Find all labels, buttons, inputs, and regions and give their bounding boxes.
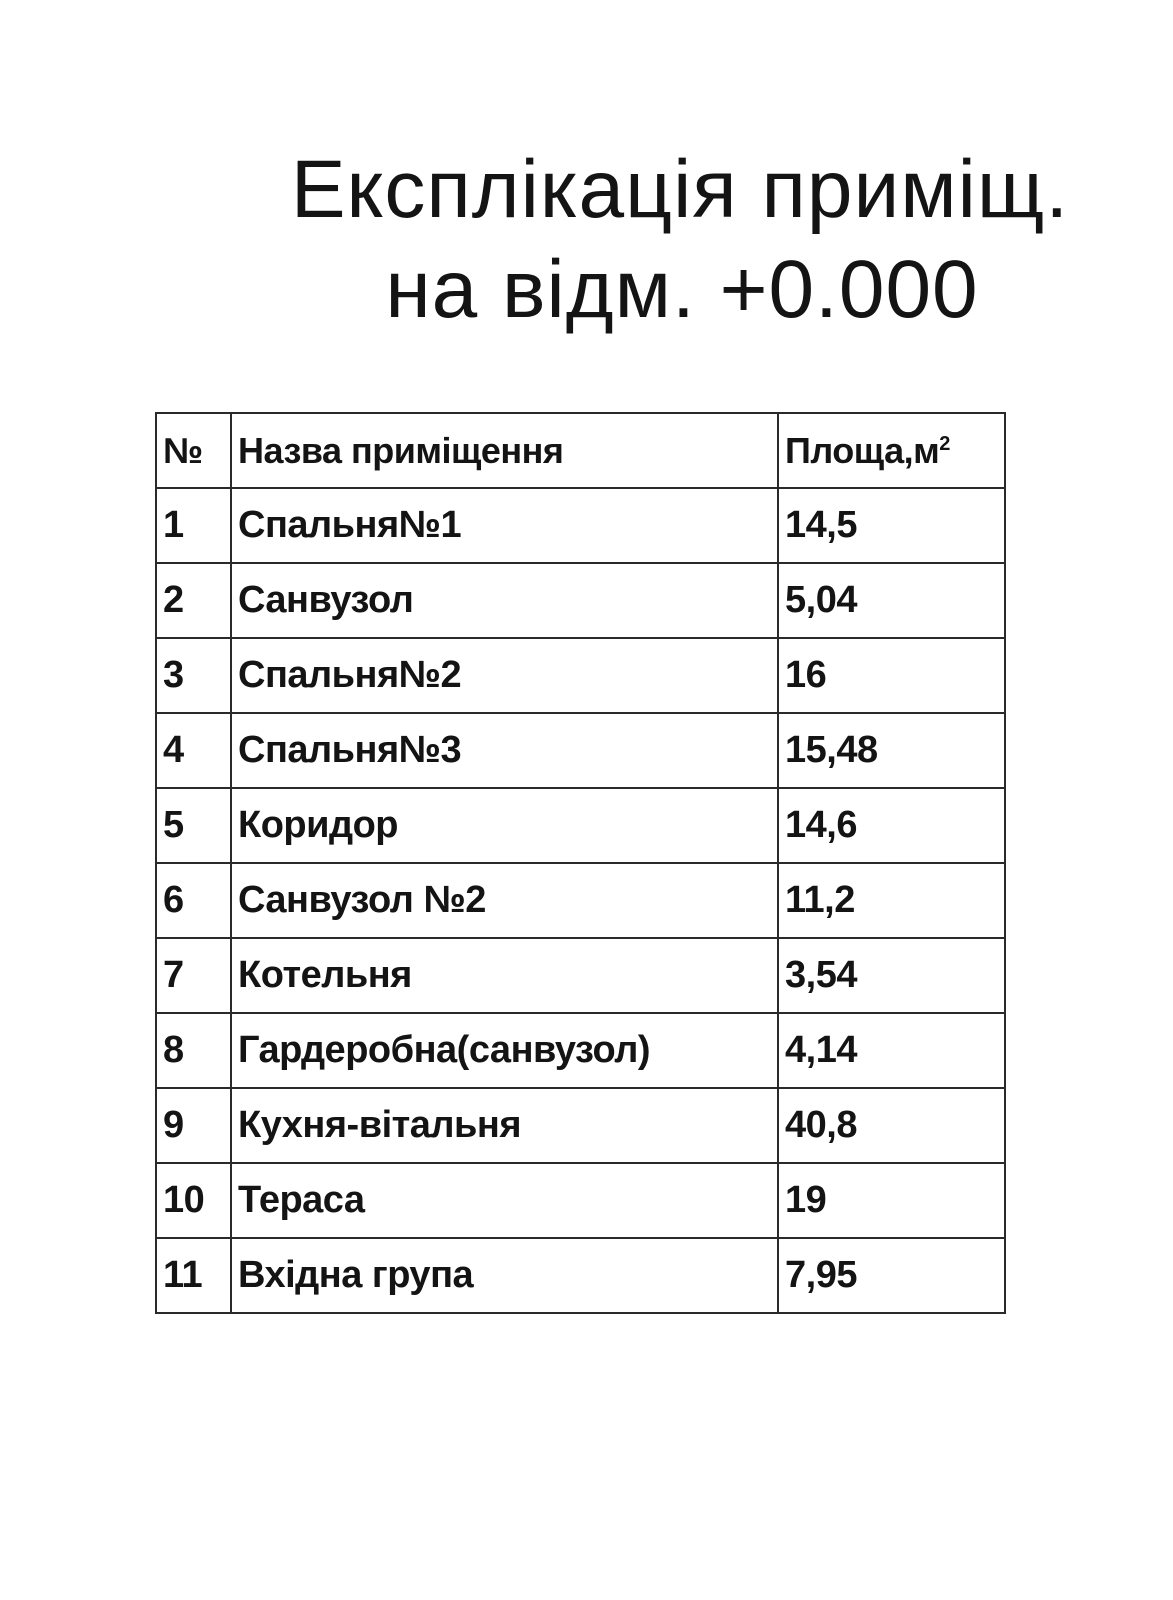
row-name: Вхідна група: [231, 1238, 778, 1313]
row-area: 15,48: [778, 713, 1005, 788]
page-title: [250, 140, 1110, 340]
table-row: [156, 1238, 1005, 1313]
row-area: 4,14: [778, 1013, 1005, 1088]
table-row: [156, 563, 1005, 638]
row-name: Коридор: [231, 788, 778, 863]
row-name: Санвузол: [231, 563, 778, 638]
row-area: 16: [778, 638, 1005, 713]
row-area: 19: [778, 1163, 1005, 1238]
row-number: 8: [156, 1013, 231, 1088]
row-number: 2: [156, 563, 231, 638]
table-row: [156, 488, 1005, 563]
row-area: 14,6: [778, 788, 1005, 863]
row-number: 7: [156, 938, 231, 1013]
row-number: 5: [156, 788, 231, 863]
row-name: Спальня№1: [231, 488, 778, 563]
row-number: 10: [156, 1163, 231, 1238]
table-row: [156, 1088, 1005, 1163]
row-area: 11,2: [778, 863, 1005, 938]
row-name: Тераса: [231, 1163, 778, 1238]
row-area: 40,8: [778, 1088, 1005, 1163]
row-name: Котельня: [231, 938, 778, 1013]
row-name: Спальня№2: [231, 638, 778, 713]
row-number: 11: [156, 1238, 231, 1313]
row-number: 6: [156, 863, 231, 938]
row-number: 4: [156, 713, 231, 788]
header-area: [778, 413, 1005, 488]
table-row: [156, 638, 1005, 713]
row-name: Санвузол №2: [231, 863, 778, 938]
table-row: [156, 788, 1005, 863]
table-row: [156, 863, 1005, 938]
table-row: [156, 1013, 1005, 1088]
title-line-2: на відм. +0.000: [385, 244, 979, 335]
header-area-unit-sup: 2: [939, 432, 950, 455]
row-area: 7,95: [778, 1238, 1005, 1313]
row-number: 9: [156, 1088, 231, 1163]
row-area: 5,04: [778, 563, 1005, 638]
table-row: [156, 1163, 1005, 1238]
header-number: №: [156, 413, 231, 488]
row-number: 1: [156, 488, 231, 563]
table-row: [156, 938, 1005, 1013]
table-row: [156, 713, 1005, 788]
table-header-row: [156, 413, 1005, 488]
rooms-table: [155, 412, 1006, 1314]
row-area: 14,5: [778, 488, 1005, 563]
title-line-1: Експлікація приміщ.: [290, 144, 1070, 235]
row-name: Спальня№3: [231, 713, 778, 788]
row-name: Кухня-вітальня: [231, 1088, 778, 1163]
row-number: 3: [156, 638, 231, 713]
row-name: Гардеробна(санвузол): [231, 1013, 778, 1088]
header-area-label: Площа,м: [785, 429, 940, 471]
header-name: Назва приміщення: [231, 413, 778, 488]
row-area: 3,54: [778, 938, 1005, 1013]
